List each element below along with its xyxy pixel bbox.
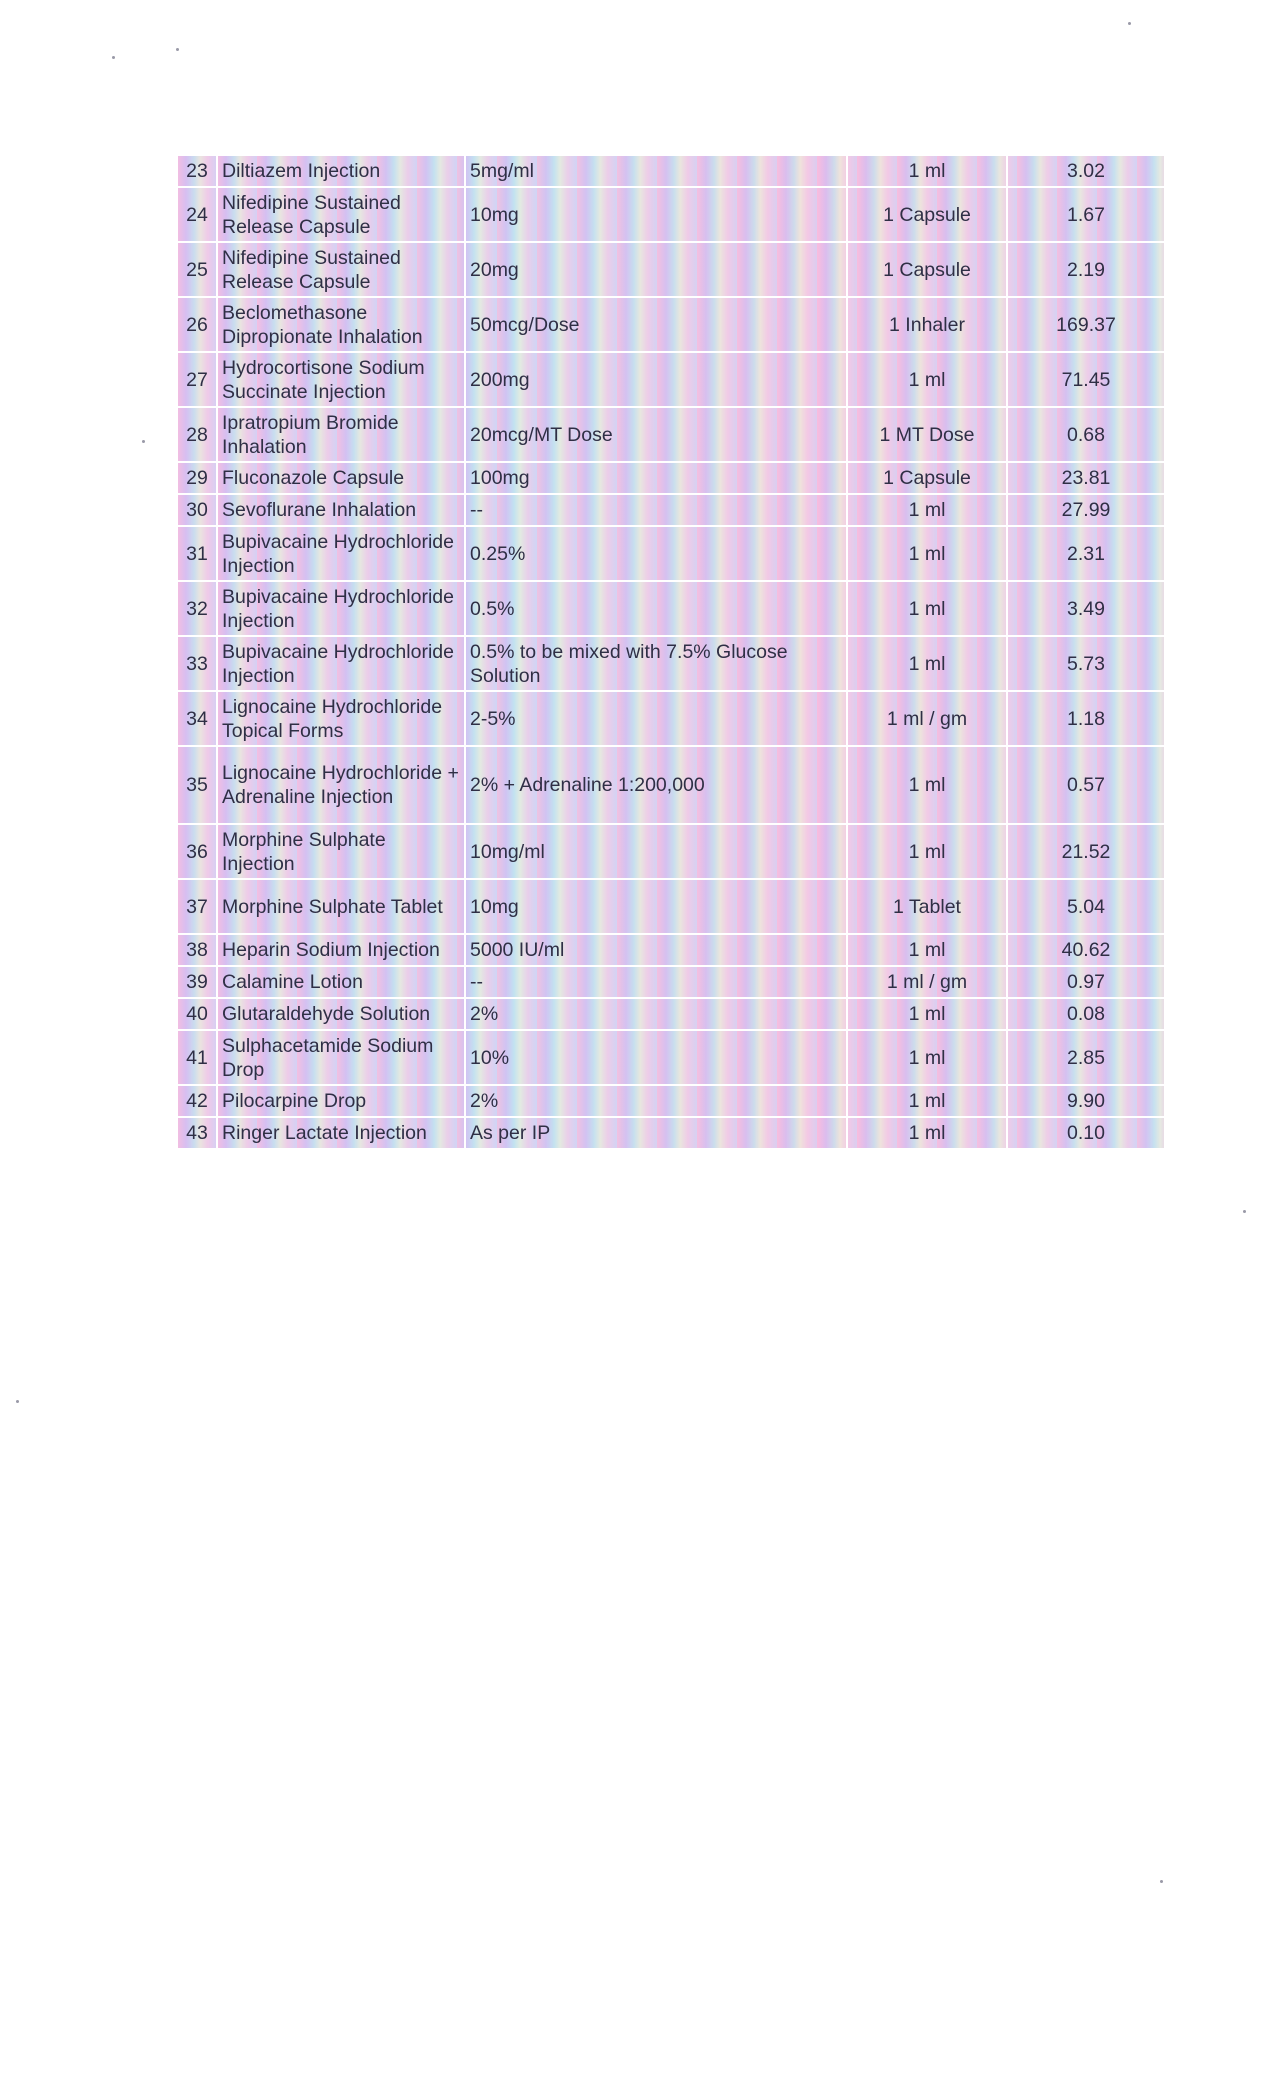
drug-name: Fluconazole Capsule <box>217 462 465 494</box>
dosage-unit: 1 ml <box>847 526 1007 581</box>
row-number: 32 <box>177 581 217 636</box>
ceiling-price: 0.68 <box>1007 407 1165 462</box>
drug-strength: 10mg <box>465 879 847 934</box>
ceiling-price: 5.73 <box>1007 636 1165 691</box>
drug-name: Morphine Sulphate Tablet <box>217 879 465 934</box>
ceiling-price: 9.90 <box>1007 1085 1165 1117</box>
drug-name: Beclomethasone Dipropionate Inhalation <box>217 297 465 352</box>
row-number: 39 <box>177 966 217 998</box>
drug-strength: 2% <box>465 1085 847 1117</box>
drug-strength: 10mg/ml <box>465 824 847 879</box>
drug-strength: 20mcg/MT Dose <box>465 407 847 462</box>
scan-speck <box>1160 1880 1163 1883</box>
drug-strength: 50mcg/Dose <box>465 297 847 352</box>
ceiling-price: 169.37 <box>1007 297 1165 352</box>
dosage-unit: 1 ml / gm <box>847 966 1007 998</box>
dosage-unit: 1 ml <box>847 1030 1007 1085</box>
ceiling-price: 3.02 <box>1007 155 1165 187</box>
row-number: 26 <box>177 297 217 352</box>
row-number: 36 <box>177 824 217 879</box>
drug-name: Lignocaine Hydrochloride + Adrenaline Injection <box>217 746 465 824</box>
drug-strength: 100mg <box>465 462 847 494</box>
table-row <box>177 934 1165 966</box>
table-row <box>177 462 1165 494</box>
dosage-unit: 1 ml <box>847 1085 1007 1117</box>
dosage-unit: 1 ml <box>847 824 1007 879</box>
dosage-unit: 1 Tablet <box>847 879 1007 934</box>
table-row <box>177 494 1165 526</box>
scan-speck <box>112 56 115 59</box>
drug-name: Lignocaine Hydrochloride Topical Forms <box>217 691 465 746</box>
dosage-unit: 1 Capsule <box>847 242 1007 297</box>
row-number: 33 <box>177 636 217 691</box>
table-row <box>177 581 1165 636</box>
drug-name: Glutaraldehyde Solution <box>217 998 465 1030</box>
scan-speck <box>1243 1210 1246 1213</box>
scan-speck <box>16 1400 19 1403</box>
drug-name: Ringer Lactate Injection <box>217 1117 465 1149</box>
table-row <box>177 187 1165 242</box>
drug-name: Pilocarpine Drop <box>217 1085 465 1117</box>
drug-name: Diltiazem Injection <box>217 155 465 187</box>
drug-strength: 0.25% <box>465 526 847 581</box>
dosage-unit: 1 Capsule <box>847 462 1007 494</box>
drug-name: Nifedipine Sustained Release Capsule <box>217 187 465 242</box>
drug-name: Sevoflurane Inhalation <box>217 494 465 526</box>
ceiling-price: 71.45 <box>1007 352 1165 407</box>
row-number: 35 <box>177 746 217 824</box>
dosage-unit: 1 ml <box>847 581 1007 636</box>
table-row <box>177 746 1165 824</box>
ceiling-price: 40.62 <box>1007 934 1165 966</box>
table-row <box>177 1085 1165 1117</box>
drug-name: Sulphacetamide Sodium Drop <box>217 1030 465 1085</box>
table-row <box>177 155 1165 187</box>
dosage-unit: 1 ml <box>847 746 1007 824</box>
drug-strength: 2% + Adrenaline 1:200,000 <box>465 746 847 824</box>
dosage-unit: 1 ml <box>847 934 1007 966</box>
table-row <box>177 691 1165 746</box>
ceiling-price: 21.52 <box>1007 824 1165 879</box>
table-row <box>177 1030 1165 1085</box>
scan-speck <box>142 440 145 443</box>
drug-strength: 0.5% to be mixed with 7.5% Glucose Solution <box>465 636 847 691</box>
row-number: 31 <box>177 526 217 581</box>
row-number: 42 <box>177 1085 217 1117</box>
dosage-unit: 1 ml <box>847 155 1007 187</box>
row-number: 30 <box>177 494 217 526</box>
drug-name: Calamine Lotion <box>217 966 465 998</box>
row-number: 41 <box>177 1030 217 1085</box>
row-number: 43 <box>177 1117 217 1149</box>
drug-strength: 10mg <box>465 187 847 242</box>
table-row <box>177 242 1165 297</box>
table-row <box>177 879 1165 934</box>
ceiling-price: 0.97 <box>1007 966 1165 998</box>
drug-strength: 0.5% <box>465 581 847 636</box>
table-row <box>177 526 1165 581</box>
drug-strength: 5000 IU/ml <box>465 934 847 966</box>
drug-strength: 200mg <box>465 352 847 407</box>
row-number: 28 <box>177 407 217 462</box>
drug-price-table <box>176 154 1166 1150</box>
row-number: 40 <box>177 998 217 1030</box>
ceiling-price: 1.67 <box>1007 187 1165 242</box>
drug-strength: 10% <box>465 1030 847 1085</box>
dosage-unit: 1 Capsule <box>847 187 1007 242</box>
dosage-unit: 1 ml / gm <box>847 691 1007 746</box>
table-row <box>177 407 1165 462</box>
drug-name: Bupivacaine Hydrochloride Injection <box>217 526 465 581</box>
row-number: 24 <box>177 187 217 242</box>
drug-name: Nifedipine Sustained Release Capsule <box>217 242 465 297</box>
row-number: 25 <box>177 242 217 297</box>
dosage-unit: 1 ml <box>847 998 1007 1030</box>
dosage-unit: 1 ml <box>847 494 1007 526</box>
drug-strength: -- <box>465 494 847 526</box>
ceiling-price: 27.99 <box>1007 494 1165 526</box>
table-row <box>177 1117 1165 1149</box>
dosage-unit: 1 Inhaler <box>847 297 1007 352</box>
drug-strength: 5mg/ml <box>465 155 847 187</box>
row-number: 38 <box>177 934 217 966</box>
drug-strength: As per IP <box>465 1117 847 1149</box>
table-row <box>177 966 1165 998</box>
dosage-unit: 1 ml <box>847 352 1007 407</box>
drug-strength: -- <box>465 966 847 998</box>
ceiling-price: 2.31 <box>1007 526 1165 581</box>
table-row <box>177 824 1165 879</box>
row-number: 37 <box>177 879 217 934</box>
dosage-unit: 1 ml <box>847 636 1007 691</box>
ceiling-price: 0.10 <box>1007 1117 1165 1149</box>
scan-speck <box>176 48 179 51</box>
ceiling-price: 1.18 <box>1007 691 1165 746</box>
drug-strength: 2-5% <box>465 691 847 746</box>
ceiling-price: 2.85 <box>1007 1030 1165 1085</box>
ceiling-price: 0.08 <box>1007 998 1165 1030</box>
drug-strength: 2% <box>465 998 847 1030</box>
dosage-unit: 1 ml <box>847 1117 1007 1149</box>
drug-name: Bupivacaine Hydrochloride Injection <box>217 581 465 636</box>
drug-name: Hydrocortisone Sodium Succinate Injection <box>217 352 465 407</box>
row-number: 29 <box>177 462 217 494</box>
drug-name: Ipratropium Bromide Inhalation <box>217 407 465 462</box>
ceiling-price: 2.19 <box>1007 242 1165 297</box>
ceiling-price: 5.04 <box>1007 879 1165 934</box>
drug-name: Bupivacaine Hydrochloride Injection <box>217 636 465 691</box>
row-number: 23 <box>177 155 217 187</box>
table-row <box>177 998 1165 1030</box>
drug-name: Heparin Sodium Injection <box>217 934 465 966</box>
row-number: 34 <box>177 691 217 746</box>
row-number: 27 <box>177 352 217 407</box>
drug-strength: 20mg <box>465 242 847 297</box>
ceiling-price: 3.49 <box>1007 581 1165 636</box>
ceiling-price: 0.57 <box>1007 746 1165 824</box>
table-row <box>177 297 1165 352</box>
scan-speck <box>1128 22 1131 25</box>
dosage-unit: 1 MT Dose <box>847 407 1007 462</box>
ceiling-price: 23.81 <box>1007 462 1165 494</box>
table-row <box>177 352 1165 407</box>
drug-name: Morphine Sulphate Injection <box>217 824 465 879</box>
table-row <box>177 636 1165 691</box>
